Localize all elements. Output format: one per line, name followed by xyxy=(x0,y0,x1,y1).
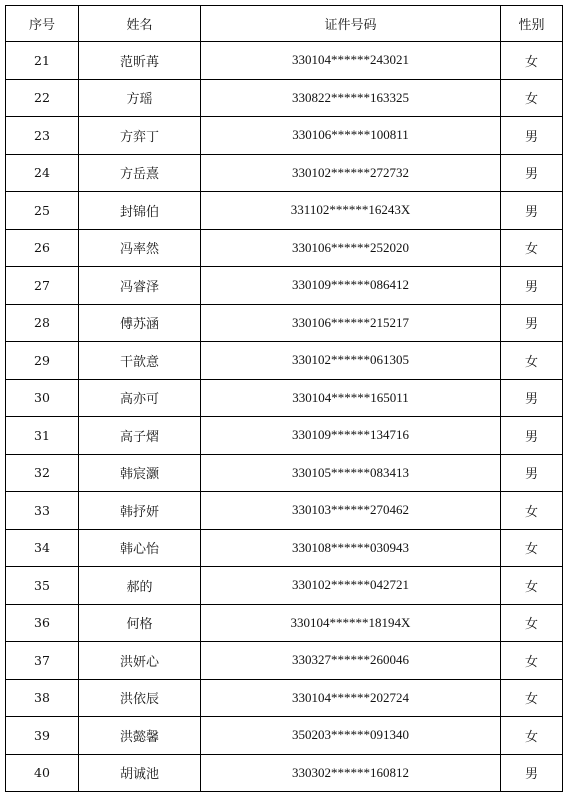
id-number-cell: 330103******270462 xyxy=(201,492,501,530)
id-number-cell: 330104******18194X xyxy=(201,604,501,642)
name-cell: 封锦伯 xyxy=(79,192,201,230)
table-row xyxy=(6,717,563,755)
table-row xyxy=(6,417,563,455)
serial-number-cell: 28 xyxy=(6,304,79,342)
name-cell: 胡诚池 xyxy=(79,754,201,792)
table-row xyxy=(6,679,563,717)
table-row xyxy=(6,304,563,342)
serial-number-cell: 22 xyxy=(6,79,79,117)
serial-number-cell: 40 xyxy=(6,754,79,792)
gender-cell: 女 xyxy=(501,567,563,605)
table-row xyxy=(6,379,563,417)
name-cell: 范昕苒 xyxy=(79,42,201,80)
id-number-cell: 330104******165011 xyxy=(201,379,501,417)
gender-cell: 男 xyxy=(501,267,563,305)
id-number-cell: 330102******042721 xyxy=(201,567,501,605)
id-number-cell: 330109******134716 xyxy=(201,417,501,455)
gender-cell: 男 xyxy=(501,754,563,792)
header-serial-number: 序号 xyxy=(6,6,79,42)
table-row xyxy=(6,454,563,492)
id-number-cell: 330102******272732 xyxy=(201,154,501,192)
serial-number-cell: 24 xyxy=(6,154,79,192)
id-number-cell: 330104******202724 xyxy=(201,679,501,717)
table-row xyxy=(6,79,563,117)
table-row xyxy=(6,192,563,230)
gender-cell: 女 xyxy=(501,642,563,680)
id-number-cell: 330106******215217 xyxy=(201,304,501,342)
gender-cell: 女 xyxy=(501,42,563,80)
name-cell: 韩心怡 xyxy=(79,529,201,567)
serial-number-cell: 35 xyxy=(6,567,79,605)
table-row xyxy=(6,154,563,192)
name-cell: 冯睿泽 xyxy=(79,267,201,305)
header-gender: 性别 xyxy=(501,6,563,42)
name-cell: 郝的 xyxy=(79,567,201,605)
table-header xyxy=(6,6,563,42)
gender-cell: 男 xyxy=(501,454,563,492)
table-row xyxy=(6,342,563,380)
gender-cell: 女 xyxy=(501,229,563,267)
header-name: 姓名 xyxy=(79,6,201,42)
gender-cell: 女 xyxy=(501,529,563,567)
gender-cell: 女 xyxy=(501,679,563,717)
table-row xyxy=(6,604,563,642)
gender-cell: 女 xyxy=(501,492,563,530)
gender-cell: 女 xyxy=(501,79,563,117)
serial-number-cell: 29 xyxy=(6,342,79,380)
serial-number-cell: 26 xyxy=(6,229,79,267)
serial-number-cell: 38 xyxy=(6,679,79,717)
name-cell: 高亦可 xyxy=(79,379,201,417)
name-cell: 高子熠 xyxy=(79,417,201,455)
roster-table xyxy=(5,5,563,792)
name-cell: 干歆意 xyxy=(79,342,201,380)
table-row xyxy=(6,529,563,567)
serial-number-cell: 32 xyxy=(6,454,79,492)
gender-cell: 男 xyxy=(501,417,563,455)
id-number-cell: 330104******243021 xyxy=(201,42,501,80)
gender-cell: 男 xyxy=(501,379,563,417)
serial-number-cell: 21 xyxy=(6,42,79,80)
serial-number-cell: 27 xyxy=(6,267,79,305)
name-cell: 洪懿馨 xyxy=(79,717,201,755)
name-cell: 韩抒妍 xyxy=(79,492,201,530)
name-cell: 洪依辰 xyxy=(79,679,201,717)
table-row xyxy=(6,229,563,267)
id-number-cell: 330302******160812 xyxy=(201,754,501,792)
id-number-cell: 350203******091340 xyxy=(201,717,501,755)
name-cell: 方瑶 xyxy=(79,79,201,117)
id-number-cell: 331102******16243X xyxy=(201,192,501,230)
id-number-cell: 330106******100811 xyxy=(201,117,501,155)
table-row xyxy=(6,567,563,605)
table-row xyxy=(6,754,563,792)
gender-cell: 男 xyxy=(501,154,563,192)
id-number-cell: 330327******260046 xyxy=(201,642,501,680)
table-row xyxy=(6,267,563,305)
id-number-cell: 330102******061305 xyxy=(201,342,501,380)
gender-cell: 女 xyxy=(501,717,563,755)
name-cell: 方弈丁 xyxy=(79,117,201,155)
serial-number-cell: 30 xyxy=(6,379,79,417)
serial-number-cell: 33 xyxy=(6,492,79,530)
table-row xyxy=(6,42,563,80)
gender-cell: 男 xyxy=(501,117,563,155)
table-body xyxy=(6,42,563,792)
document-page xyxy=(5,5,563,792)
serial-number-cell: 39 xyxy=(6,717,79,755)
serial-number-cell: 23 xyxy=(6,117,79,155)
name-cell: 何格 xyxy=(79,604,201,642)
id-number-cell: 330106******252020 xyxy=(201,229,501,267)
header-id-number: 证件号码 xyxy=(201,6,501,42)
header-row xyxy=(6,6,563,42)
id-number-cell: 330108******030943 xyxy=(201,529,501,567)
table-row xyxy=(6,117,563,155)
gender-cell: 女 xyxy=(501,604,563,642)
name-cell: 洪妍心 xyxy=(79,642,201,680)
serial-number-cell: 37 xyxy=(6,642,79,680)
table-row xyxy=(6,642,563,680)
serial-number-cell: 36 xyxy=(6,604,79,642)
name-cell: 傅苏涵 xyxy=(79,304,201,342)
serial-number-cell: 25 xyxy=(6,192,79,230)
name-cell: 方岳熹 xyxy=(79,154,201,192)
id-number-cell: 330105******083413 xyxy=(201,454,501,492)
id-number-cell: 330822******163325 xyxy=(201,79,501,117)
serial-number-cell: 31 xyxy=(6,417,79,455)
name-cell: 冯率然 xyxy=(79,229,201,267)
name-cell: 韩宸灏 xyxy=(79,454,201,492)
table-row xyxy=(6,492,563,530)
gender-cell: 女 xyxy=(501,342,563,380)
serial-number-cell: 34 xyxy=(6,529,79,567)
gender-cell: 男 xyxy=(501,192,563,230)
id-number-cell: 330109******086412 xyxy=(201,267,501,305)
gender-cell: 男 xyxy=(501,304,563,342)
